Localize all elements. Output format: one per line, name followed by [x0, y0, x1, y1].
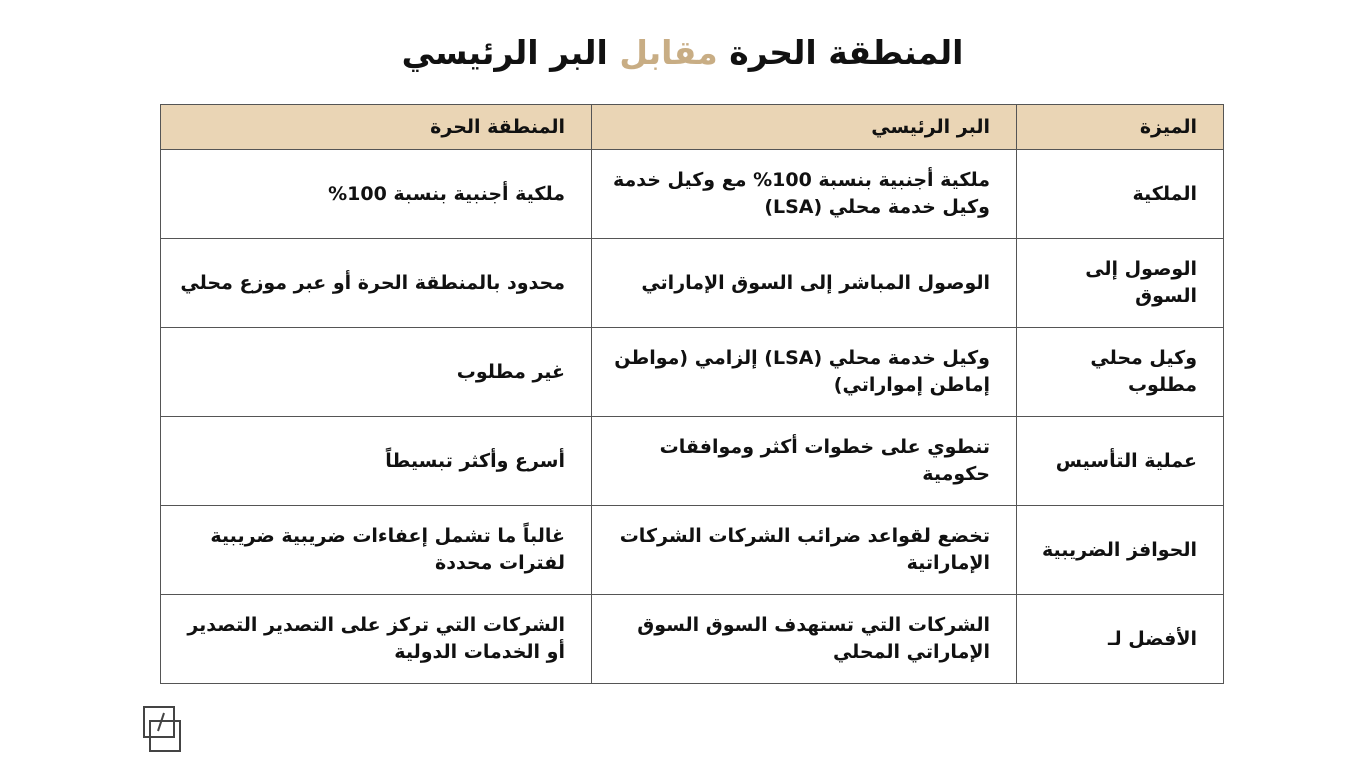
- row-feature-cell: وكيل محلي مطلوب: [1017, 328, 1224, 417]
- page-title: [0, 30, 1365, 76]
- row-mainland-cell: وكيل خدمة محلي (LSA) إلزامي (مواطن إماطن إمواراتي): [592, 328, 1017, 417]
- row-freezone-cell: أسرع وأكثر تبسيطاً: [161, 417, 592, 506]
- row-feature-cell: الحوافز الضريبية: [1017, 506, 1224, 595]
- row-mainland-cell: الوصول المباشر إلى السوق الإماراتي: [592, 239, 1017, 328]
- row-freezone-cell: غير مطلوب: [161, 328, 592, 417]
- header-feature: الميزة: [1017, 105, 1224, 150]
- row-mainland-cell: تخضع لقواعد ضرائب الشركات الشركات الإماراتية: [592, 506, 1017, 595]
- table-row: [161, 239, 1224, 328]
- title-part-2: البر الرئيسي: [401, 33, 608, 72]
- header-freezone: المنطقة الحرة: [161, 105, 592, 150]
- table-row: [161, 150, 1224, 239]
- document-frame-icon: [142, 705, 182, 753]
- row-feature-cell: الأفضل لـ: [1017, 595, 1224, 684]
- row-freezone-cell: الشركات التي تركز على التصدير التصدير أو الخدمات الدولية: [161, 595, 592, 684]
- table-row: [161, 506, 1224, 595]
- row-feature-cell: الملكية: [1017, 150, 1224, 239]
- title-accent-word: مقابل: [619, 33, 718, 72]
- table-header-row: [161, 105, 1224, 150]
- table-row: [161, 417, 1224, 506]
- row-mainland-cell: الشركات التي تستهدف السوق السوق الإماراتي المحلي: [592, 595, 1017, 684]
- title-part-1: المنطقة الحرة: [729, 33, 964, 72]
- table-row: [161, 328, 1224, 417]
- row-mainland-cell: تنطوي على خطوات أكثر وموافقات حكومية: [592, 417, 1017, 506]
- row-freezone-cell: ملكية أجنبية بنسبة 100%: [161, 150, 592, 239]
- table-row: [161, 595, 1224, 684]
- header-mainland: البر الرئيسي: [592, 105, 1017, 150]
- comparison-table: [160, 104, 1224, 684]
- row-feature-cell: عملية التأسيس: [1017, 417, 1224, 506]
- row-feature-cell: الوصول إلى السوق: [1017, 239, 1224, 328]
- row-freezone-cell: محدود بالمنطقة الحرة أو عبر موزع محلي: [161, 239, 592, 328]
- row-mainland-cell: ملكية أجنبية بنسبة 100% مع وكيل خدمة وكيل خدمة محلي (LSA): [592, 150, 1017, 239]
- row-freezone-cell: غالباً ما تشمل إعفاءات ضريبية ضريبية لفترات محددة: [161, 506, 592, 595]
